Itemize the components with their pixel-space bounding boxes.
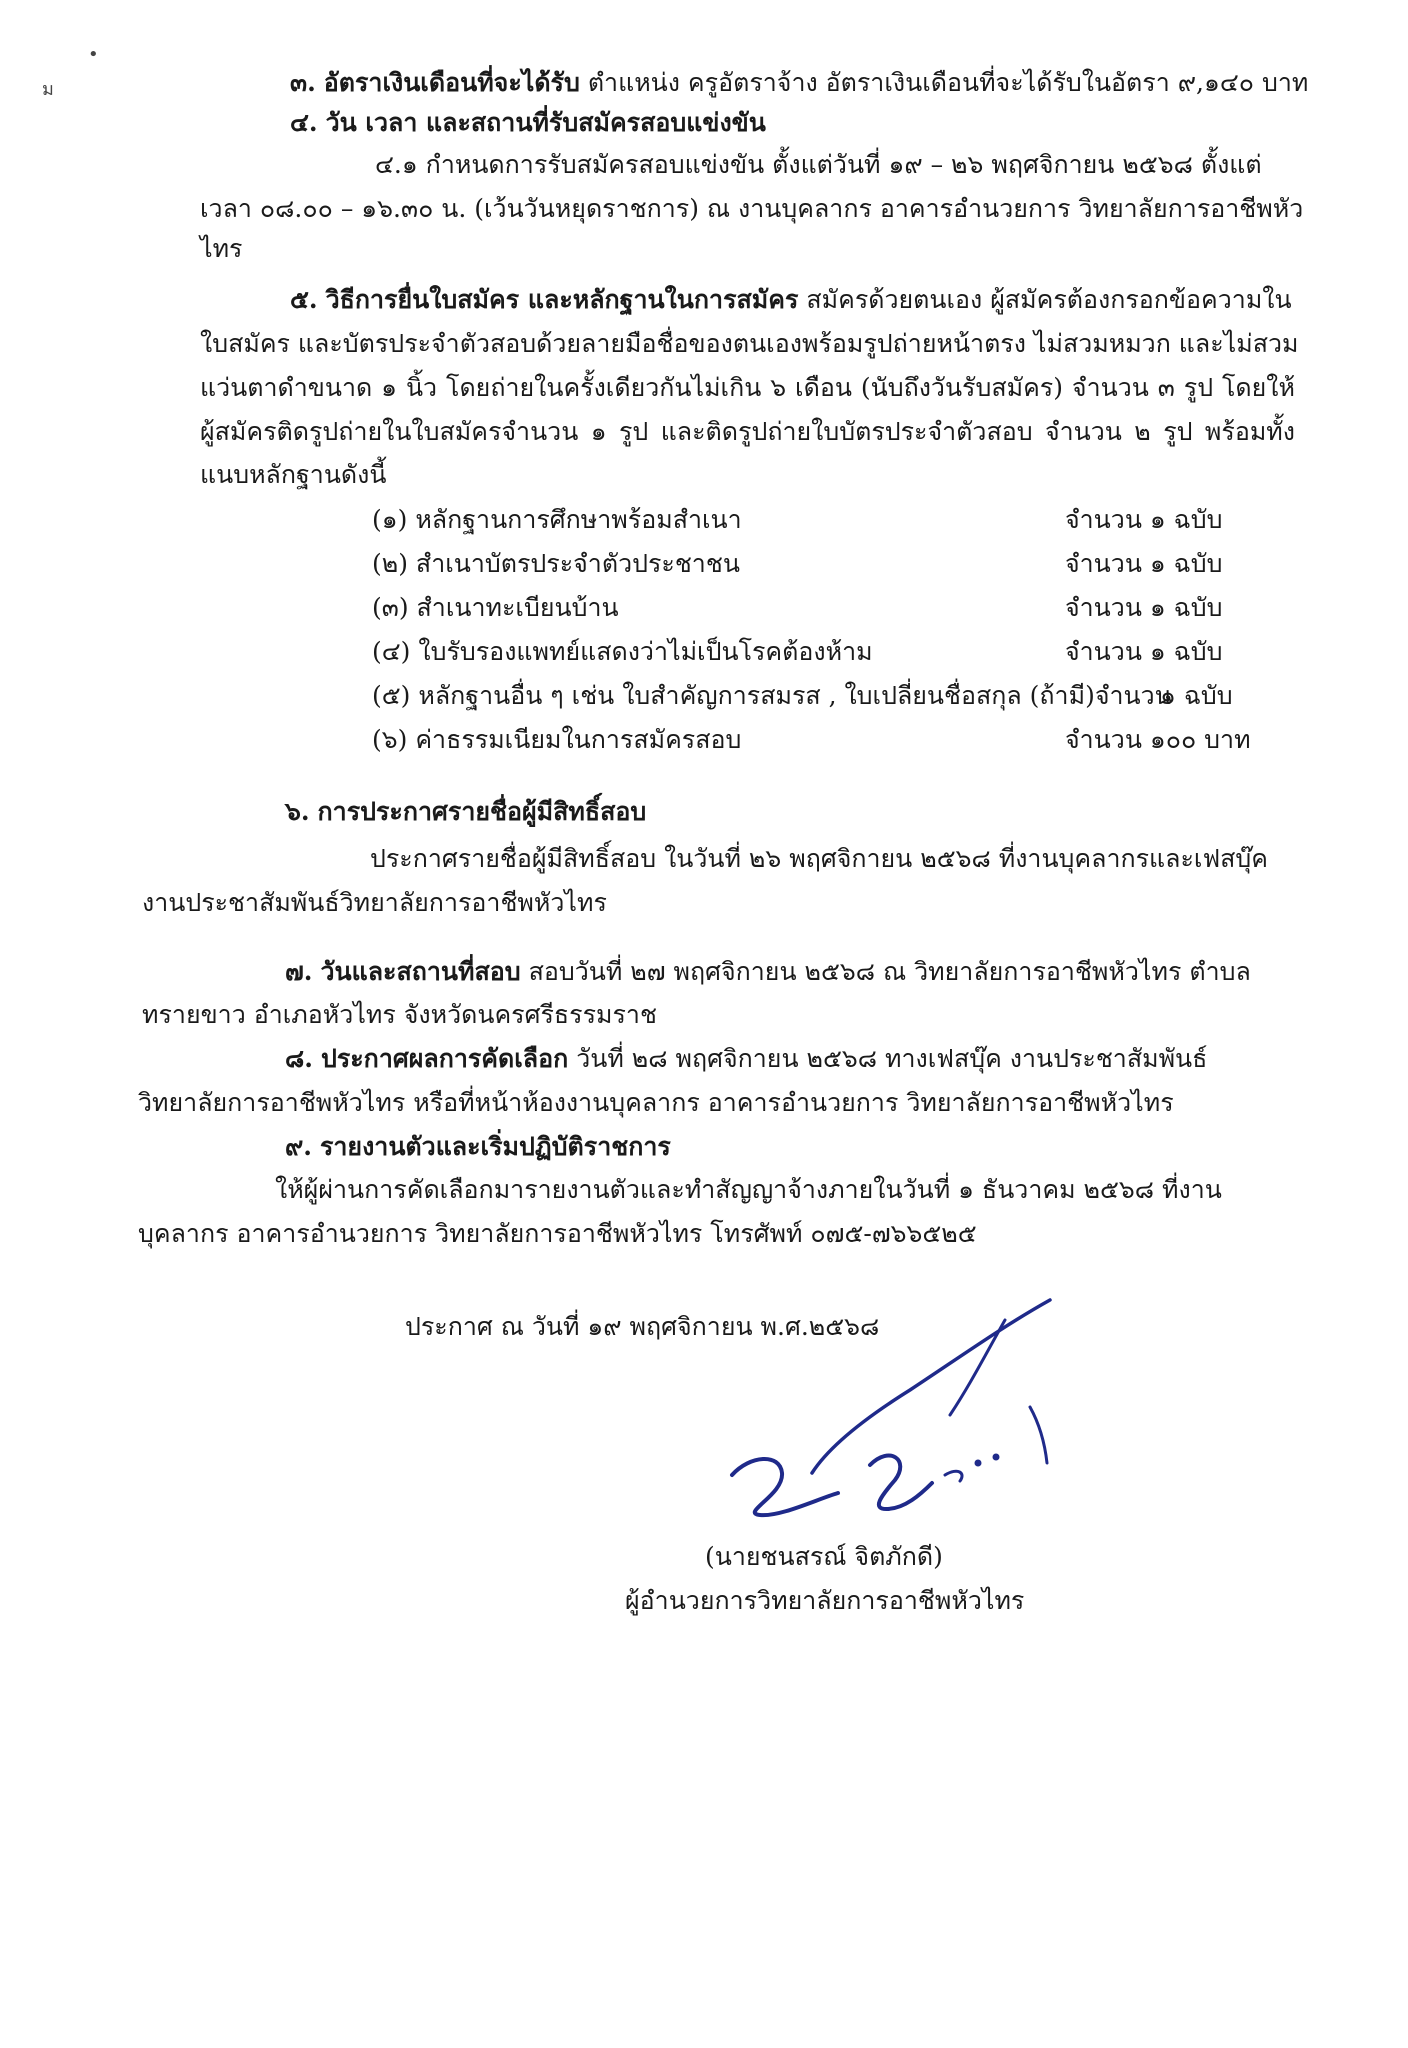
section-3-text: ตำแหน่ง ครูอัตราจ้าง อัตราเงินเดือนที่จะได้รับในอัตรา ๙,๑๔๐ บาท	[587, 68, 1309, 97]
section-5-number: ๕.	[290, 285, 318, 314]
signer-name: (นายชนสรณ์ จิตภักดี)	[705, 1542, 943, 1571]
section-8-number: ๘.	[285, 1044, 313, 1073]
section-8-title: ประกาศผลการคัดเลือก	[320, 1044, 569, 1073]
section-7-line-2: ทรายขาว อำเภอหัวไทร จังหวัดนครศรีธรรมราช	[142, 1000, 657, 1029]
evidence-item-label: (๕) หลักฐานอื่น ๆ เช่น ใบสำคัญการสมรส , ใบเปลี่ยนชื่อสกุล (ถ้ามี)จำนวน	[372, 681, 1172, 710]
announcement-date: ประกาศ ณ วันที่ ๑๙ พฤศจิกายน พ.ศ.๒๕๖๘	[405, 1312, 880, 1341]
section-4-number: ๔.	[290, 108, 318, 137]
scan-char-mark: ม	[42, 79, 54, 100]
section-5-title: วิธีการยื่นใบสมัคร และหลักฐานในการสมัคร	[325, 285, 799, 314]
section-6-heading	[285, 795, 646, 829]
section-6-line-1: ประกาศรายชื่อผู้มีสิทธิ์สอบ ในวันที่ ๒๖ พฤศจิกายน ๒๕๖๘ ที่งานบุคลากรและเฟสบุ๊ค	[370, 844, 1269, 873]
section-8-line-1	[285, 1042, 1207, 1076]
section-9-line-1: ให้ผู้ผ่านการคัดเลือกมารายงานตัวและทำสัญญาจ้างภายในวันที่ ๑ ธันวาคม ๒๕๖๘ ที่งาน	[275, 1175, 1222, 1204]
section-9-line-2: บุคลากร อาคารอำนวยการ วิทยาลัยการอาชีพหัวไทร โทรศัพท์ ๐๗๕-๗๖๖๕๒๕	[138, 1219, 977, 1248]
section-5-line-5: แนบหลักฐานดังนี้	[200, 460, 387, 489]
section-5-line-3: แว่นตาดำขนาด ๑ นิ้ว โดยถ่ายในครั้งเดียวกันไม่เกิน ๖ เดือน (นับถึงวันรับสมัคร) จำนวน ๓ รูป โดยให้	[200, 373, 1295, 402]
section-6-title: การประกาศรายชื่อผู้มีสิทธิ์สอบ	[317, 797, 647, 826]
section-4-line-2: เวลา ๐๘.๐๐ – ๑๖.๓๐ น. (เว้นวันหยุดราชการ) ณ งานบุคลากร อาคารอำนวยการ วิทยาลัยการอาชีพหัว	[200, 194, 1304, 223]
signer-position: ผู้อำนวยการวิทยาลัยการอาชีพหัวไทร	[625, 1586, 1025, 1615]
evidence-item-quantity: จำนวน ๑ ฉบับ	[1065, 549, 1223, 578]
evidence-item-label: (๔) ใบรับรองแพทย์แสดงว่าไม่เป็นโรคต้องห้าม	[372, 637, 873, 666]
section-3-line	[290, 66, 1308, 100]
evidence-item-label: (๒) สำเนาบัตรประจำตัวประชาชน	[372, 549, 740, 578]
section-9-heading	[285, 1130, 671, 1164]
section-3-title: อัตราเงินเดือนที่จะได้รับ	[323, 68, 580, 97]
evidence-item-quantity: จำนวน ๑๐๐ บาท	[1065, 725, 1251, 754]
section-9-number: ๙.	[285, 1132, 313, 1161]
evidence-item-label: (๓) สำเนาทะเบียนบ้าน	[372, 593, 619, 622]
evidence-item-label: (๑) หลักฐานการศึกษาพร้อมสำเนา	[372, 505, 742, 534]
section-4-line-1: ๔.๑ กำหนดการรับสมัครสอบแข่งขัน ตั้งแต่วันที่ ๑๙ – ๒๖ พฤศจิกายน ๒๕๖๘ ตั้งแต่	[375, 150, 1262, 179]
section-7-title: วันและสถานที่สอบ	[320, 957, 521, 986]
evidence-item-quantity: จำนวน ๑ ฉบับ	[1065, 505, 1223, 534]
section-6-line-2: งานประชาสัมพันธ์วิทยาลัยการอาชีพหัวไทร	[142, 888, 607, 917]
section-5-line-1	[290, 283, 1292, 317]
section-4-title: วัน เวลา และสถานที่รับสมัครสอบแข่งขัน	[325, 108, 766, 137]
evidence-item-label: (๖) ค่าธรรมเนียมในการสมัครสอบ	[372, 725, 742, 754]
section-7-line-1-text: สอบวันที่ ๒๗ พฤศจิกายน ๒๕๖๘ ณ วิทยาลัยการอาชีพหัวไทร ตำบล	[528, 957, 1251, 986]
section-7-number: ๗.	[285, 957, 313, 986]
section-5-line-1-text: สมัครด้วยตนเอง ผู้สมัครต้องกรอกข้อความใน	[806, 285, 1292, 314]
evidence-item-quantity: จำนวน ๑ ฉบับ	[1065, 637, 1223, 666]
section-9-title: รายงานตัวและเริ่มปฏิบัติราชการ	[319, 1132, 671, 1161]
section-5-line-2: ใบสมัคร และบัตรประจำตัวสอบด้วยลายมือชื่อของตนเองพร้อมรูปถ่ายหน้าตรง ไม่สวมหมวก และไม่สวม	[200, 329, 1299, 358]
section-5-line-4: ผู้สมัครติดรูปถ่ายในใบสมัครจำนวน ๑ รูป และติดรูปถ่ายใบบัตรประจำตัวสอบ จำนวน ๒ รูป พร้อมทั้ง	[200, 417, 1295, 446]
section-8-line-1-text: วันที่ ๒๘ พฤศจิกายน ๒๕๖๘ ทางเฟสบุ๊ค งานประชาสัมพันธ์	[576, 1044, 1208, 1073]
scan-dot-mark: •	[88, 44, 99, 65]
section-7-line-1	[285, 955, 1251, 989]
section-4-heading	[290, 106, 766, 140]
evidence-item-quantity: จำนวน ๑ ฉบับ	[1065, 593, 1223, 622]
evidence-item-quantity: ๑ ฉบับ	[1160, 681, 1233, 710]
section-6-number: ๖.	[285, 797, 310, 826]
section-4-line-3: ไทร	[200, 234, 243, 263]
section-3-number: ๓.	[290, 68, 316, 97]
signature-icon	[720, 1295, 1070, 1535]
section-8-line-2: วิทยาลัยการอาชีพหัวไทร หรือที่หน้าห้องงานบุคลากร อาคารอำนวยการ วิทยาลัยการอาชีพหัวไทร	[138, 1088, 1174, 1117]
